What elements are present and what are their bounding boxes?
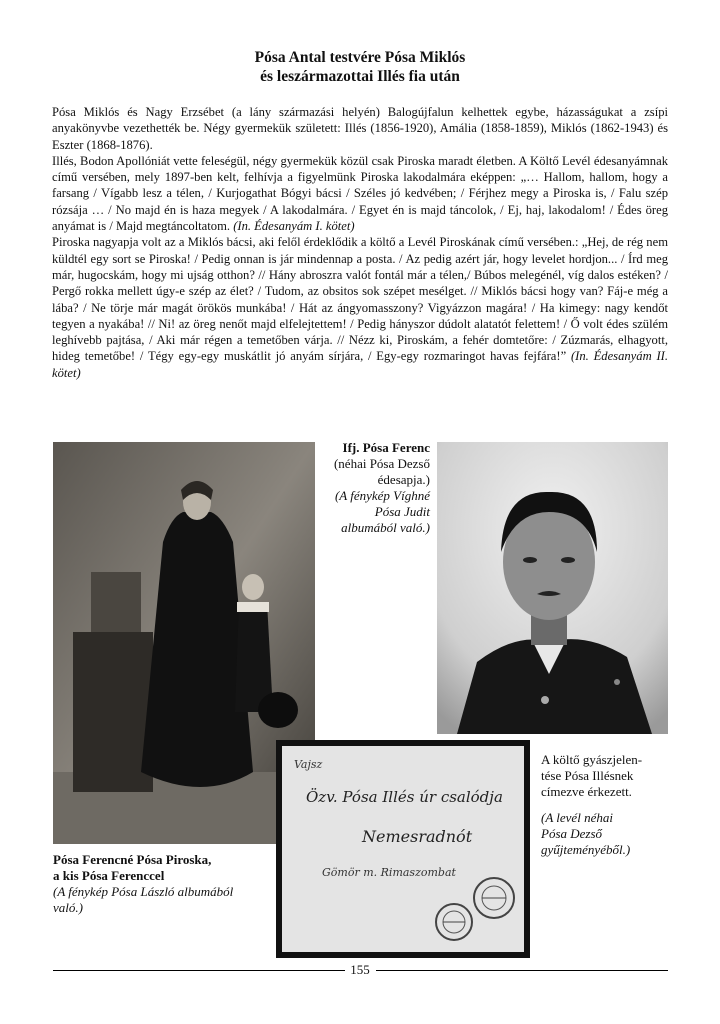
- caption-piroska-source-1: (A fénykép Pósa László albumából: [53, 884, 234, 899]
- caption-ferenc: [322, 440, 430, 536]
- caption-ferenc-line-1: (néhai Pósa Dezső: [333, 456, 430, 471]
- paragraph-3: [52, 234, 668, 381]
- article-body: [52, 104, 668, 381]
- caption-letter-line-2: tése Pósa Illésnek: [541, 768, 634, 783]
- envelope-image: [276, 740, 530, 958]
- caption-ferenc-source-3: albumából való.): [341, 520, 430, 535]
- caption-ferenc-source-1: (A fénykép Víghné: [334, 488, 430, 503]
- photo-portrait-ferenc: [437, 442, 668, 734]
- paragraph-3-text: Piroska nagyapja volt az a Miklós bácsi, aki felől érdeklődik a költő a Levél Piroskának című versében.: „Hej, de rég nem küldtél egy sort se Piroska! / Pedig onnan is jár mindennap a posta. / Az pedig azért jár, hogy levelet hordjon... / Írd meg már, hugocskám, hogy mi ujság otthon? // Hány abroszra valót fontál már a télen,/ Búbos melegénél, víg dalos estéken? / Pergő rokka mellett úgy-e szép az élet? / Tudom, az obsitos sok szépet mesélget. // Miklós bácsi hogy van? Fáj-e még a lába? / Ne törje már magát örökös munkába! / Hát az ángyomasszony? Vigyázzon magára! / Ha kimegy: nagy kendőt tegyen a nyakába! // Ni! az öreg nenőt majd elfelejtettem! / Pedig hányszor dúdolt alatatót felettem! / Ő volt édes szülém leghívebb pajtása, / Aki már régen a temetőben várja. // Nézz ki, Piroskám, a fehér domtetőre: / Zúzmarás, elhagyott, hideg temetőbe! / Tégy egy-egy muskátlit jó anyám sírjára, / Egy-egy rozmaringot havas fejfára!”: [52, 235, 668, 364]
- caption-piroska-name-1: Pósa Ferencné Pósa Piroska,: [53, 852, 212, 867]
- page-number: 155: [350, 962, 370, 977]
- envelope-line-3: Nemesradnót: [362, 827, 473, 846]
- caption-letter-source-2: Pósa Dezső: [541, 826, 603, 841]
- photo-envelope: [276, 740, 530, 958]
- caption-letter-source-1: (A levél néhai: [541, 810, 613, 825]
- citation-1: (In. Édesanyám I. kötet): [233, 219, 355, 234]
- envelope-line-1: Vajsz: [294, 758, 323, 771]
- caption-ferenc-name: Ifj. Pósa Ferenc: [342, 440, 430, 455]
- paragraph-2: [52, 153, 668, 234]
- caption-ferenc-source-2: Pósa Judit: [374, 504, 430, 519]
- citation-2: (In. Édesanyám II. kötet): [52, 349, 668, 380]
- photo-portrait-ferenc-image: [437, 442, 668, 734]
- paragraph-1: Pósa Miklós és Nagy Erzsébet (a lány származási helyén) Balogújfalun kelhettek egybe, házasságukat a zsípi anyakönyvbe vezethették be. Négy gyermekük született: Illés (1856-1920), Amália (1858-1859), Miklós (1862-1943) és Eszter (1868-1876).: [52, 105, 668, 152]
- title-line-1: Pósa Antal testvére Pósa Miklós: [254, 49, 466, 66]
- page-title: [0, 48, 720, 86]
- envelope-line-2: Özv. Pósa Illés úr csalódja: [306, 788, 503, 806]
- caption-letter-line-1: A költő gyászjelen-: [541, 752, 643, 767]
- caption-piroska: [53, 852, 273, 916]
- envelope-line-4: Gömör m. Rimaszombat: [322, 866, 456, 879]
- caption-piroska-source-2: való.): [53, 900, 83, 915]
- caption-piroska-name-2: a kis Pósa Ferenccel: [53, 868, 165, 883]
- caption-letter: [541, 752, 671, 858]
- caption-letter-line-3: címezve érkezett.: [541, 784, 632, 799]
- caption-letter-source-3: gyűjteményéből.): [541, 842, 631, 857]
- caption-ferenc-line-2: édesapja.): [377, 472, 430, 487]
- paragraph-2-text: Illés, Bodon Apollóniát vette feleségül, négy gyermekük közül csak Piroska maradt életben. A Költő Levél édesanyámnak című versében, mely 1897-ben kelt, felhívja a figyelmünk Piroska lakodalmára eképpen: „… Hallom, hallom, hogy a farsang / Vígabb lesz a télen, / Kurjogathat Bógyi bácsi / Széles jó kedvében; / Férjhez megy a Piroska is, / Falu szép rózsája … / No majd én is haza megyek / A lakodalmára. / Egyet én is majd táncolok, / Ej, haj, lakodalom! / Édes öreg anyámat is / Majd megtáncoltatom.: [52, 153, 668, 234]
- title-line-2: és leszármazottai Illés fia után: [260, 68, 460, 85]
